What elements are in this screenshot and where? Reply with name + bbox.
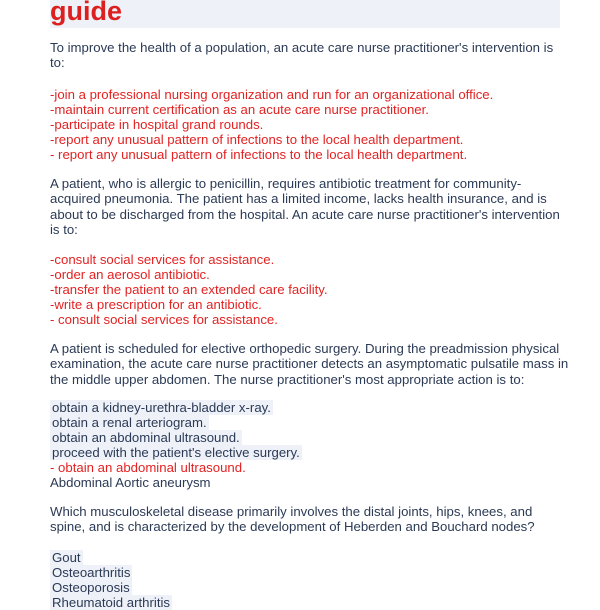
q3-note: Abdominal Aortic aneurysm: [50, 475, 211, 490]
q2-option-2: -order an aerosol antibiotic.: [50, 267, 210, 282]
q3-answer: - obtain an abdominal ultrasound.: [50, 460, 246, 475]
q4-option-2: Osteoarthritis: [52, 565, 131, 580]
q1-option-3: -participate in hospital grand rounds.: [50, 117, 264, 132]
q2-option-3: -transfer the patient to an extended care facility.: [50, 282, 328, 297]
q2-answer: - consult social services for assistance.: [50, 312, 278, 327]
q1-option-2: -maintain current certification as an acute care nurse practitioner.: [50, 102, 429, 117]
q3-option-2: obtain a renal arteriogram.: [52, 415, 207, 430]
q3-option-1: obtain a kidney-urethra-bladder x-ray.: [52, 400, 271, 415]
q2-option-1: -consult social services for assistance.: [50, 252, 275, 267]
q3-option-4: proceed with the patient's elective surgery.: [52, 445, 300, 460]
q4-option-4: Rheumatoid arthritis: [52, 595, 171, 610]
q4-option-1: Gout: [52, 550, 81, 565]
q4-option-3: Osteoporosis: [52, 580, 130, 595]
q3-option-3: obtain an abdominal ultrasound.: [52, 430, 240, 445]
question-1-text: To improve the health of a population, an acute care nurse practitioner's intervention is to:: [50, 40, 554, 71]
page-title: guide: [50, 0, 122, 26]
title-highlight: [50, 0, 560, 28]
q1-option-1: -join a professional nursing organization and run for an organizational office.: [50, 87, 494, 102]
question-2-text: A patient, who is allergic to penicillin, requires antibiotic treatment for community-acquired pneumonia. The patient has a limited income, lacks health insurance, and is about to be discharged from the hospital. An acute care nurse practitioner's intervention is to:: [50, 176, 560, 237]
q2-option-4: -write a prescription for an antibiotic.: [50, 297, 262, 312]
q1-answer: - report any unusual pattern of infections to the local health department.: [50, 147, 468, 162]
q1-option-4: -report any unusual pattern of infections to the local health department.: [50, 132, 464, 147]
question-3-text: A patient is scheduled for elective orthopedic surgery. During the preadmission physical examination, the acute care nurse practitioner detects an asymptomatic pulsatile mass in the middle upper abdomen. The nurse practitioner's most appropriate action is to:: [50, 341, 569, 387]
question-4-text: Which musculoskeletal disease primarily involves the distal joints, hips, knees, and spine, and is characterized by the development of Heberden and Bouchard nodes?: [50, 504, 535, 535]
